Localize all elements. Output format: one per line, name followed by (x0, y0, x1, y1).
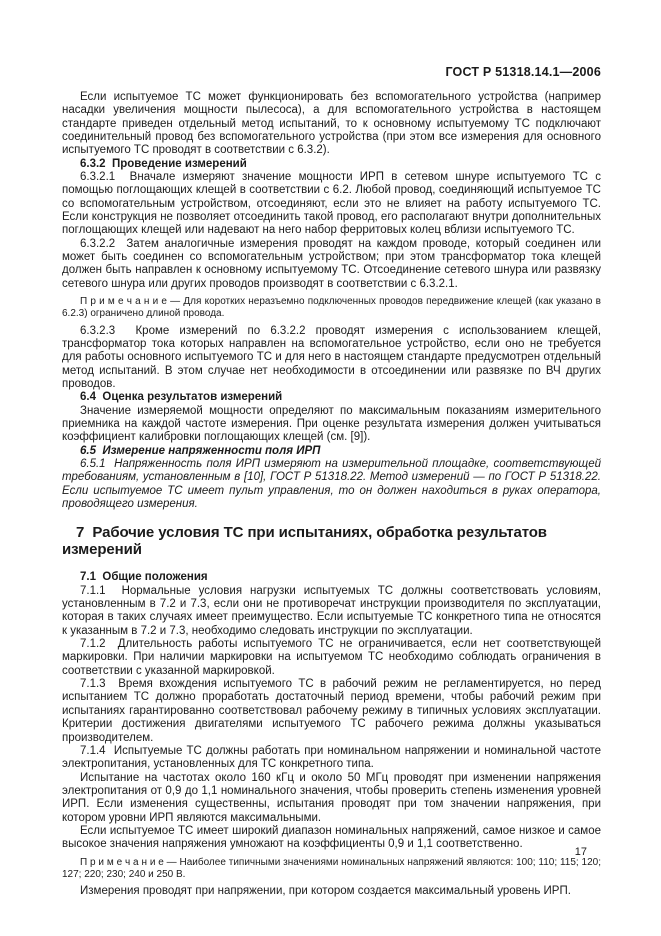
note-typical-voltages: П р и м е ч а н и е — Наиболее типичными значениями номинальных напряжений являются: 100; 110; 115; 120; 127; 220; 230; 240 и 250 В. (62, 856, 601, 880)
paragraph-7-1-3: 7.1.3 Время вхождения испытуемого ТС в рабочий режим не регламентируется, но перед испытанием ТС должно проработать достаточный период времени, чтобы рабочий режим при испытаниях гарантированно соответствовал рабочему режиму в типичных условиях эксплуатации. Критерии достижения двигателями испытуемого ТС рабочего режима должны указываться производителем. (62, 678, 601, 744)
paragraph-7-1-1: 7.1.1 Нормальные условия нагрузки испытуемых ТС должны соответствовать условиям, установленным в 7.2 и 7.3, если они не противоречат инструкции производителя по эксплуатации, которая в таких случаях имеет преимущество. Если испытуемые ТС конкретного типа не относятся к указанным в 7.2 и 7.3, необходимо следовать инструкции по эксплуатации. (62, 584, 601, 637)
running-header: ГОСТ Р 51318.14.1—2006 (445, 65, 601, 79)
page-number: 17 (574, 846, 587, 858)
paragraph-intro-aux-device: Если испытуемое ТС может функционировать без вспомогательного устройства (например насадки увеличения мощности пылесоса), а для вспомогательного устройства в настоящем стандарте приведен отдельный метод испытаний, то к основному испытуемому ТС подключают соединительный провод без вспомогательного устройства (при этом все измерения для основного испытуемого ТС проводят в соответствии с 6.3.2). (62, 91, 601, 157)
paragraph-6-5-1: 6.5.1 Напряженность поля ИРП измеряют на измерительной площадке, соответствующей требованиям, установленным в [10], ГОСТ Р 51318.22. Метод измерений — по ГОСТ Р 51318.22. Если испытуемое ТС имеет пульт управления, то он должен находиться в руках оператора, проводящего измерения. (62, 458, 601, 511)
paragraph-7-1-4: 7.1.4 Испытуемые ТС должны работать при номинальном напряжении и номинальной частоте электропитания, установленных для ТС конкретного типа. (62, 744, 601, 771)
document-content (62, 91, 601, 898)
paragraph-voltage-test: Испытание на частотах около 160 кГц и около 50 МГц проводят при изменении напряжения электропитания от 0,9 до 1,1 номинального значения, чтобы проверить степень изменения уровней ИРП. Если изменения существенны, испытания проводят при том значении напряжения, при котором уровни ИРП являются максимальными. (62, 771, 601, 824)
paragraph-voltage-range: Если испытуемое ТС имеет широкий диапазон номинальных напряжений, самое низкое и самое высокое значения напряжения умножают на коэффициенты 0,9 и 1,1 соответственно. (62, 824, 601, 851)
clause-heading-6-3-2: 6.3.2 Проведение измерений (80, 157, 247, 170)
clause-heading-6-4: 6.4 Оценка результатов измерений (80, 391, 283, 404)
clause-heading-6-5: 6.5 Измерение напряженности поля ИРП (80, 444, 321, 457)
clause-heading-7-1: 7.1 Общие положения (80, 571, 208, 584)
paragraph-7-1-2: 7.1.2 Длительность работы испытуемого ТС не ограничивается, если нет соответствующей маркировки. При наличии маркировки на испытуемом ТС необходимо соблюдать ограничения в соответствии с указанной маркировкой. (62, 638, 601, 677)
paragraph-6-3-2-2: 6.3.2.2 Затем аналогичные измерения проводят на каждом проводе, который соединен или может быть соединен со вспомогательным устройством; при этом трансформатор тока клещей должен быть направлен к основному испытуемому ТС. Отсоединение сетевого шнура или развязку сетевого шнура или других проводов производят в соответствии с 6.3.2.1. (62, 237, 601, 290)
paragraph-max-irp-level: Измерения проводят при напряжении, при котором создается максимальный уровень ИРП. (80, 885, 571, 897)
section-heading-7: 7 Рабочие условия ТС при испытаниях, обработка результатов измерений (62, 524, 547, 559)
paragraph-6-3-2-3: 6.3.2.3 Кроме измерений по 6.3.2.2 проводят измерения с использованием клещей, трансформатор тока которых направлен на вспомогательное устройство, если оно не требуется для работы основного испытуемого ТС и для него в настоящем стандарте предусмотрен отдельный метод испытаний. В этом случае нет необходимости в отсоединении или развязке по ВЧ других проводов. (62, 324, 601, 390)
paragraph-6-3-2-1: 6.3.2.1 Вначале измеряют значение мощности ИРП в сетевом шнуре испытуемого ТС с помощью поглощающих клещей в соответствии с 6.2. Любой провод, соединяющий испытуемое ТС со вспомогательным устройством, отсоединяют, если это не влияет на работу испытуемого ТС. Если конструкция не позволяет отсоединить такой провод, его располагают внутри дополнительных поглощающих клещей или надевают на него набор ферритовых колец вблизи испытуемого ТС. (62, 171, 601, 237)
note-short-cords: П р и м е ч а н и е — Для коротких неразъемно подключенных проводов передвижение клещей (как указано в 6.2.3) ограничено длиной провода. (62, 296, 601, 320)
paragraph-6-4-body: Значение измеряемой мощности определяют по максимальным показаниям измерительного приемника на каждой частоте измерения. При оценке результата измерения должен учитываться коэффициент калибровки поглощающих клещей (см. [9]). (62, 404, 601, 444)
